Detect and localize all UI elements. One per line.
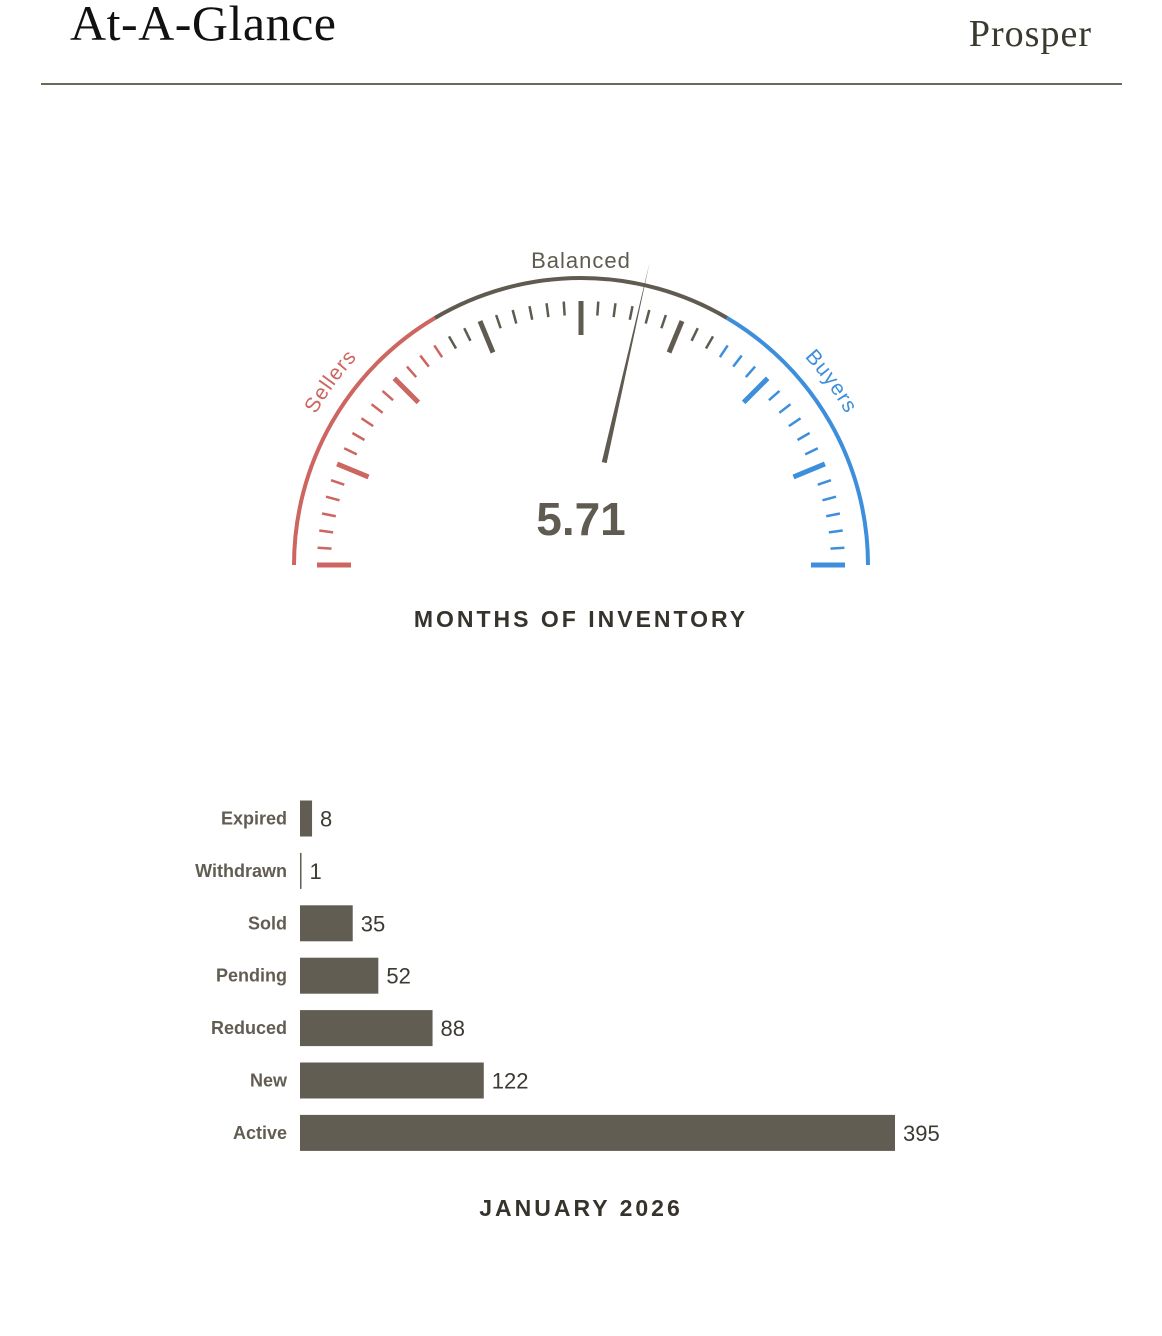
- bar-category-label: Pending: [216, 965, 287, 986]
- brand-logo: Prosper: [968, 13, 1092, 55]
- gauge-value: 5.71: [536, 493, 626, 545]
- page-title: At-A-Glance: [70, 0, 337, 51]
- bar-category-label: New: [249, 1070, 287, 1091]
- bar-value-label: 122: [491, 1068, 529, 1094]
- gauge-sellers-label: Sellers: [300, 345, 362, 418]
- bar-value-label: 8: [320, 806, 333, 832]
- bar-category-label: Withdrawn: [195, 860, 287, 881]
- bar-active: [300, 1115, 895, 1151]
- gauge-buyers-label: Buyers: [800, 345, 863, 418]
- bar-new: [300, 1063, 484, 1099]
- bar-category-label: Active: [232, 1122, 287, 1143]
- bar-category-label: Expired: [220, 808, 287, 829]
- bar-expired: [300, 801, 312, 837]
- bar-category-label: Reduced: [210, 1018, 287, 1039]
- bar-chart-caption: JANUARY 2026: [479, 1195, 683, 1221]
- bar-reduced: [300, 1010, 433, 1046]
- bar-value-label: 88: [440, 1016, 466, 1042]
- bar-value-label: 395: [903, 1120, 940, 1146]
- bar-value-label: 52: [386, 963, 411, 989]
- gauge-caption: MONTHS OF INVENTORY: [413, 606, 749, 632]
- bar-pending: [300, 958, 378, 994]
- bar-sold: [300, 905, 353, 941]
- bar-value-label: 1: [309, 858, 322, 884]
- bar-category-label: Sold: [248, 913, 287, 934]
- gauge-balanced-label: Balanced: [531, 248, 631, 273]
- bar-value-label: 35: [360, 911, 386, 937]
- bar-withdrawn: [300, 853, 302, 889]
